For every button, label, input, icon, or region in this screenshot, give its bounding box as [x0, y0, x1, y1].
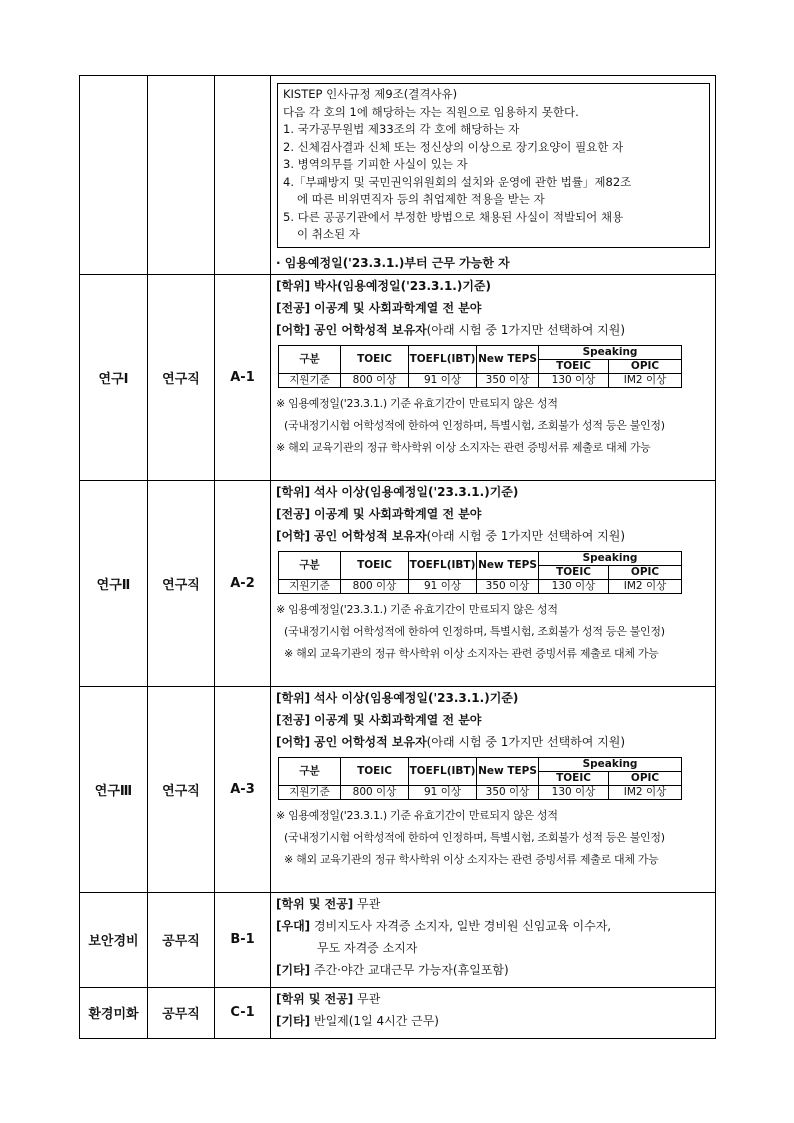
th-toeic: TOEIC [341, 345, 409, 373]
domestic-note: (국내정기시험 어학성적에 한하여 인정하며, 특별시험, 조회불가 성적 등은 불인정) [284, 830, 665, 844]
td-toefl: 91 이상 [409, 785, 477, 799]
domestic-note: (국내정기시험 어학성적에 한하여 인정하며, 특별시험, 조회불가 성적 등은 불인정) [284, 418, 665, 432]
th-toefl: TOEFL(IBT) [409, 345, 477, 373]
language-bold: 공인 어학성적 보유자 [313, 322, 427, 337]
td-sp-toeic: 130 이상 [539, 579, 609, 593]
th-sp-toeic: TOEIC [539, 359, 609, 373]
major-line [276, 709, 715, 731]
td-opic: IM2 이상 [609, 579, 682, 593]
td-toefl: 91 이상 [409, 373, 477, 387]
degree-line [276, 687, 715, 709]
requirements-cell [271, 892, 716, 987]
degree-line [276, 275, 715, 297]
field-label: 환경미화 [80, 987, 148, 1038]
field-label: 연구Ⅱ [80, 480, 148, 686]
position-row-a2 [80, 480, 716, 686]
domestic-note: (국내정기시험 어학성적에 한하여 인정하며, 특별시험, 조회불가 성적 등은 불인정) [284, 624, 665, 638]
validity-note: ※ 임용예정일('23.3.1.) 기준 유효기간이 만료되지 않은 성적 [276, 396, 558, 410]
other-line [276, 1010, 715, 1032]
type-label: 연구직 [148, 274, 215, 480]
th-toeic: TOEIC [341, 757, 409, 785]
field-label: 연구Ⅲ [80, 686, 148, 892]
degree-major-line [276, 893, 715, 915]
code-label: C-1 [215, 987, 271, 1038]
degree-tag: [학위] [276, 278, 311, 293]
major-tag: [전공] [276, 712, 311, 727]
th-speaking: Speaking [539, 551, 682, 565]
field-label: 보안경비 [80, 892, 148, 987]
language-tag: [어학] [276, 528, 311, 543]
language-text: (아래 시험 중 1가지만 선택하여 지원) [426, 734, 626, 749]
language-line [276, 319, 715, 341]
th-teps: New TEPS [477, 757, 539, 785]
th-sp-toeic: TOEIC [539, 565, 609, 579]
other-tag: [기타] [276, 962, 311, 977]
major-tag: [전공] [276, 506, 311, 521]
major-text: 이공계 및 사회과학계열 전 분야 [313, 506, 482, 521]
requirements-cell [271, 987, 716, 1038]
box-item-cont: 에 따른 비위면직자 등의 취업제한 적용을 받는 자 [297, 192, 545, 206]
other-text: 주간·야간 교대근무 가능자(휴일포함) [310, 962, 509, 977]
td-label: 지원기준 [279, 785, 341, 799]
language-tag: [어학] [276, 734, 311, 749]
td-toefl: 91 이상 [409, 579, 477, 593]
requirements-cell [271, 686, 716, 892]
box-item: 3. 병역의무를 기피한 사실이 있는 자 [283, 157, 468, 171]
requirements-cell [271, 480, 716, 686]
th-teps: New TEPS [477, 345, 539, 373]
position-row-a3 [80, 686, 716, 892]
box-item: 2. 신체검사결과 신체 또는 정신상의 이상으로 장기요양이 필요한 자 [283, 139, 624, 154]
td-teps: 350 이상 [477, 785, 539, 799]
degree-text: 석사 이상(임용예정일('23.3.1.)기준) [313, 690, 519, 705]
degree-tag: [학위] [276, 484, 311, 499]
th-gubun: 구분 [279, 757, 341, 785]
th-sp-opic: OPIC [609, 565, 682, 579]
degree-major-line [276, 988, 715, 1010]
degree-major-text: 무관 [353, 991, 381, 1006]
box-item-cont: 이 취소된 자 [297, 227, 360, 241]
td-label: 지원기준 [279, 373, 341, 387]
major-line [276, 503, 715, 525]
type-label: 연구직 [148, 686, 215, 892]
degree-major-text: 무관 [353, 896, 381, 911]
language-tag: [어학] [276, 322, 311, 337]
language-text: (아래 시험 중 1가지만 선택하여 지원) [426, 528, 626, 543]
empty-cell [215, 76, 271, 275]
degree-text: 석사 이상(임용예정일('23.3.1.)기준) [313, 484, 519, 499]
overseas-note: ※ 해외 교육기관의 정규 학사학위 이상 소지자는 관련 증빙서류 제출로 대체 가능 [276, 440, 651, 454]
empty-cell [148, 76, 215, 275]
empty-cell [80, 76, 148, 275]
box-item: 5. 다른 공공기관에서 부정한 방법으로 채용된 사실이 적발되어 채용 [283, 209, 624, 224]
box-item: 4.「부패방지 및 국민권익위원회의 설치와 운영에 관한 법률」제82조 [283, 174, 632, 189]
th-gubun: 구분 [279, 345, 341, 373]
preference-tag: [우대] [276, 918, 311, 933]
td-toeic: 800 이상 [341, 373, 409, 387]
td-opic: IM2 이상 [609, 373, 682, 387]
th-toefl: TOEFL(IBT) [409, 551, 477, 579]
language-line [276, 525, 715, 547]
th-sp-toeic: TOEIC [539, 771, 609, 785]
type-label: 공무직 [148, 987, 215, 1038]
td-toeic: 800 이상 [341, 785, 409, 799]
other-tag: [기타] [276, 1013, 311, 1028]
disqualification-box [277, 83, 710, 248]
degree-line [276, 481, 715, 503]
position-row-a1 [80, 274, 716, 480]
validity-note: ※ 임용예정일('23.3.1.) 기준 유효기간이 만료되지 않은 성적 [276, 602, 558, 616]
preference-text: 경비지도사 자격증 소지자, 일반 경비원 신임교육 이수자, [310, 918, 612, 933]
language-bold: 공인 어학성적 보유자 [313, 734, 427, 749]
td-sp-toeic: 130 이상 [539, 373, 609, 387]
overseas-note: ※ 해외 교육기관의 정규 학사학위 이상 소지자는 관련 증빙서류 제출로 대체 가능 [284, 852, 659, 866]
td-toeic: 800 이상 [341, 579, 409, 593]
field-label: 연구Ⅰ [80, 274, 148, 480]
th-sp-opic: OPIC [609, 359, 682, 373]
type-label: 공무직 [148, 892, 215, 987]
language-line [276, 731, 715, 753]
major-line [276, 297, 715, 319]
major-text: 이공계 및 사회과학계열 전 분야 [313, 300, 482, 315]
degree-tag: [학위] [276, 690, 311, 705]
preference-line [276, 915, 715, 937]
td-teps: 350 이상 [477, 579, 539, 593]
box-title: KISTEP 인사규정 제9조(결격사유) [283, 87, 458, 101]
td-opic: IM2 이상 [609, 785, 682, 799]
disqualification-cell [271, 76, 716, 275]
availability-text: · 임용예정일('23.3.1.)부터 근무 가능한 자 [276, 255, 510, 270]
disqualification-row [80, 76, 716, 275]
code-label: A-1 [215, 274, 271, 480]
th-sp-opic: OPIC [609, 771, 682, 785]
position-row-b1 [80, 892, 716, 987]
code-label: A-2 [215, 480, 271, 686]
type-label: 연구직 [148, 480, 215, 686]
language-score-table [278, 345, 682, 388]
degree-major-tag: [학위 및 전공] [276, 896, 354, 911]
language-score-table [278, 757, 682, 800]
language-bold: 공인 어학성적 보유자 [313, 528, 427, 543]
requirements-cell [271, 274, 716, 480]
language-text: (아래 시험 중 1가지만 선택하여 지원) [426, 322, 626, 337]
overseas-note: ※ 해외 교육기관의 정규 학사학위 이상 소지자는 관련 증빙서류 제출로 대체 가능 [284, 646, 659, 660]
box-intro: 다음 각 호의 1에 해당하는 자는 직원으로 임용하지 못한다. [283, 104, 579, 119]
preference-cont: 무도 자격증 소지자 [317, 940, 418, 955]
td-label: 지원기준 [279, 579, 341, 593]
validity-note: ※ 임용예정일('23.3.1.) 기준 유효기간이 만료되지 않은 성적 [276, 808, 558, 822]
code-label: A-3 [215, 686, 271, 892]
major-tag: [전공] [276, 300, 311, 315]
th-gubun: 구분 [279, 551, 341, 579]
major-text: 이공계 및 사회과학계열 전 분야 [313, 712, 482, 727]
recruitment-table [79, 75, 716, 1039]
th-speaking: Speaking [539, 345, 682, 359]
th-teps: New TEPS [477, 551, 539, 579]
code-label: B-1 [215, 892, 271, 987]
th-speaking: Speaking [539, 757, 682, 771]
th-toefl: TOEFL(IBT) [409, 757, 477, 785]
degree-major-tag: [학위 및 전공] [276, 991, 354, 1006]
td-teps: 350 이상 [477, 373, 539, 387]
language-score-table [278, 551, 682, 594]
td-sp-toeic: 130 이상 [539, 785, 609, 799]
other-line [276, 959, 715, 981]
box-item: 1. 국가공무원법 제33조의 각 호에 해당하는 자 [283, 122, 520, 136]
position-row-c1 [80, 987, 716, 1038]
other-text: 반일제(1일 4시간 근무) [310, 1013, 439, 1028]
th-toeic: TOEIC [341, 551, 409, 579]
degree-text: 박사(임용예정일('23.3.1.)기준) [313, 278, 491, 293]
